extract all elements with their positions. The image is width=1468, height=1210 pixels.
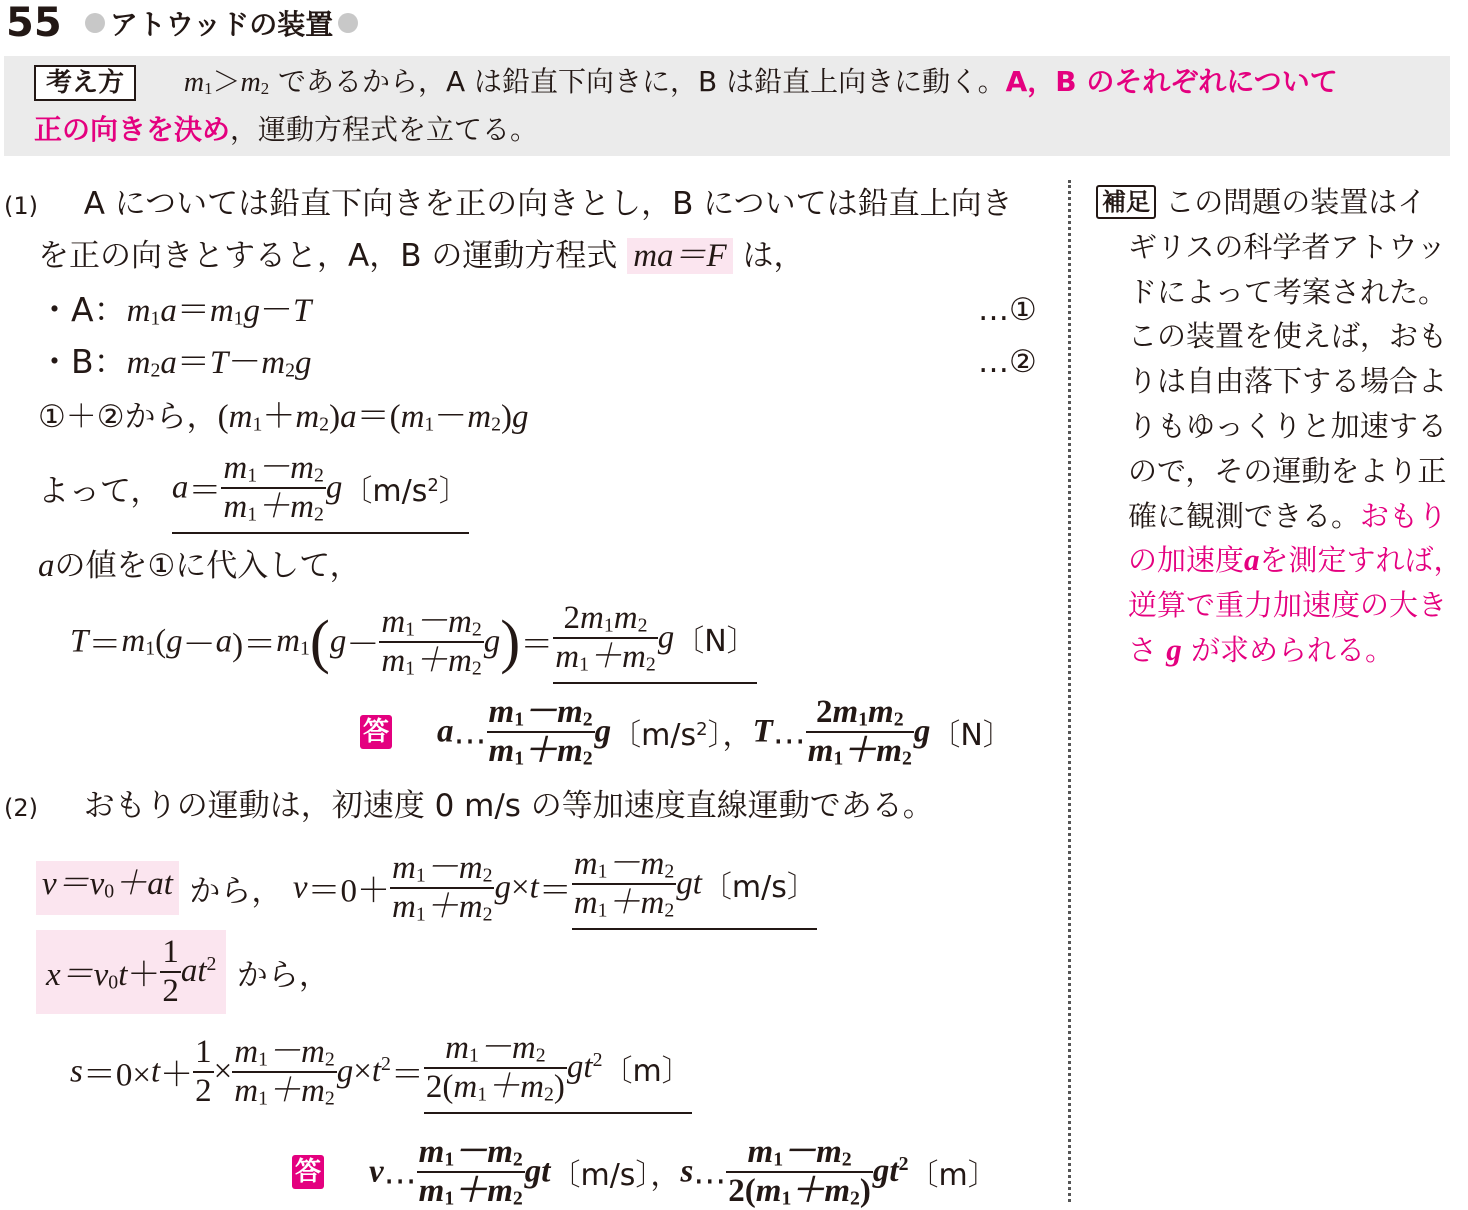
displacement-formula-row: x＝v0t＋ $\frac{1}{2}$ $at^2$ から， — [36, 930, 330, 1014]
unit-N: 〔N〕 — [674, 623, 757, 659]
sidebar-line-5: りもゆっくりと加速する — [1128, 408, 1447, 443]
equation-a-ref: …① — [978, 292, 1037, 328]
sidebar-line-0: 補足 この問題の装置はイ — [1096, 180, 1466, 225]
unit-ms: 〔m/s〕 — [701, 869, 817, 905]
velocity-derivation: v＝v0＋at から， v＝0＋ $\frac{m1-m2}{m1+m2}$ g×t＝ $\frac{m1-m2}{m1+m2}$ gt〔m/s〕 — [36, 846, 817, 930]
unit-m: 〔m〕 — [602, 1053, 692, 1089]
gt-sign: ＞ — [212, 65, 241, 98]
sidebar-line-8: の加速度aを測定すれば， — [1128, 542, 1463, 578]
part1-text-1: A については鉛直下向きを正の向きとし，B については鉛直上向き — [83, 186, 1013, 222]
part1-text-2: を正の向きとすると，A，B の運動方程式 — [38, 238, 618, 274]
sidebar-line-3: この装置を使えば，おも — [1128, 319, 1448, 354]
equation-b: ・B：m2a＝T－m2g — [38, 342, 312, 382]
acceleration-result: よって， a＝ $\frac{m1-m2}{m1+m2}$ g〔$m/s^2$〕 — [38, 450, 469, 534]
answer-2: 答 v… $\frac{m1-m2}{m1+m2}$ gt〔m/s〕，s… $\frac{m1-m2}{2(m1+m2)}$ $gt^2$〔m〕 — [292, 1134, 998, 1210]
problem-title: アトウッドの装置 — [109, 8, 334, 41]
bullet-icon — [338, 13, 358, 33]
sum-equation: ①＋②から，(m1＋m2)a＝(m1－m2)g — [38, 399, 529, 436]
velocity-formula: v＝v0＋at — [36, 861, 179, 915]
hint-highlight-1: A，B のそれぞれについて — [1005, 65, 1338, 98]
sidebar-line-7: 確に観測できる。おもり — [1128, 498, 1448, 533]
column-divider — [1068, 180, 1071, 1202]
displacement-formula: x＝v0t＋ $\frac{1}{2}$ $at^2$ — [36, 930, 226, 1014]
sidebar-line-1: ギリスの科学者アトウッ — [1128, 229, 1446, 264]
hint-label: 考え方 — [34, 65, 136, 101]
hint-text-2: ，運動方程式を立てる。 — [230, 113, 539, 146]
hint-line-2 — [34, 110, 538, 150]
sidebar-line-4: りは自由落下する場合よ — [1128, 364, 1448, 399]
sidebar-line-9: 逆算で重力加速度の大き — [1128, 588, 1448, 623]
sidebar-line-2: ドによって考案された。 — [1128, 274, 1448, 309]
problem-header — [6, 0, 358, 44]
displacement-derivation: s＝0×t＋ $\frac{1}{2}$ × $\frac{m1-m2}{m1+m2}$ $g\times t^2=$ $\frac{m1-m2}{2(m1+m2)}$ $gt^2$〔m〕 — [70, 1030, 692, 1114]
sidebar-note — [1096, 180, 1466, 673]
equation-b-ref: …② — [978, 344, 1037, 380]
answer-badge: 答 — [292, 1155, 324, 1189]
part2-intro: おもりの運動は，初速度 0 m/s の等加速度直線運動である。 — [83, 788, 934, 824]
bullet-icon — [85, 13, 105, 33]
cond-m2: m2 — [240, 67, 270, 99]
sidebar-line-6: ので，その運動をより正 — [1128, 453, 1447, 488]
equation-of-motion: ma＝F — [627, 238, 733, 274]
substitution-text: aの値を①に代入して， — [38, 548, 361, 584]
sidebar-line-10: さ g が求められる。 — [1128, 631, 1394, 667]
answer-badge: 答 — [360, 715, 392, 749]
part2-number: (2) — [4, 794, 38, 822]
part1-text-3: は， — [742, 238, 805, 274]
problem-number: 55 — [6, 0, 62, 46]
hint-line-1 — [34, 62, 1338, 109]
part1-number: (1) — [4, 192, 38, 220]
hint-text-1: であるから，A は鉛直下向きに，B は鉛直上向きに動く。 — [278, 65, 1006, 98]
hint-highlight-2: 正の向きを決め — [34, 113, 231, 146]
sidebar-label: 補足 — [1096, 185, 1156, 219]
cond-m1: m1 — [183, 67, 213, 99]
tension-derivation: T＝m1(g－a)＝m1(g－ $\frac{m1-m2}{m1+m2}$ g)＝ $\frac{2m1m2}{m1+m2}$ g〔N〕 — [70, 600, 757, 684]
unit-ms2: 〔$m/s^2$〕 — [342, 473, 469, 509]
part2-line1 — [4, 784, 934, 830]
answer-1: 答 a… $\frac{m1-m2}{m1+m2}$ g〔$m/s^2$〕，T… $\frac{2m1m2}{m1+m2}$ g〔N〕 — [360, 694, 1013, 770]
equation-a: ・A：m1a＝m1g－T — [38, 290, 312, 330]
part1-line2 — [38, 232, 805, 280]
part1-line1 — [4, 182, 1013, 228]
